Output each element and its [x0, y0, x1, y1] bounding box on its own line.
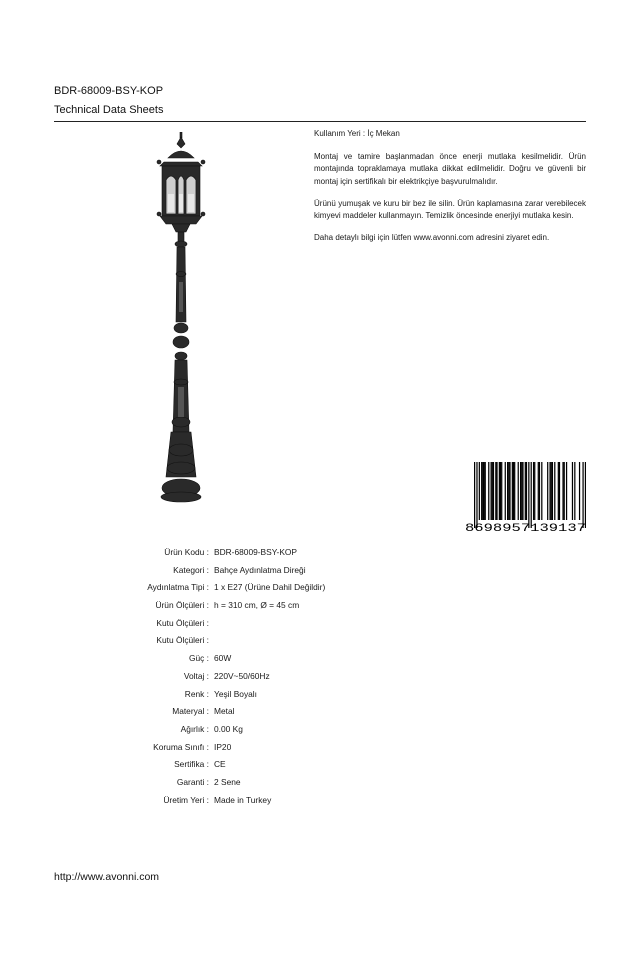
- website-url[interactable]: http://www.avonni.com: [54, 871, 160, 883]
- usage-location: Kullanım Yeri : İç Mekan: [314, 129, 400, 138]
- spec-table: [0, 544, 640, 809]
- spec-label: Kutu Ölçüleri :: [156, 635, 209, 646]
- spec-label: Kutu Ölçüleri :: [156, 617, 209, 628]
- spec-value: 0.00 Kg: [214, 723, 243, 734]
- spec-label: Ağırlık :: [180, 723, 209, 734]
- spec-row: [0, 562, 640, 580]
- barcode-bar: [558, 462, 559, 520]
- spec-value: 60W: [214, 653, 232, 664]
- barcode-bar: [539, 462, 540, 520]
- barcode-bar: [579, 462, 580, 520]
- barcode-bar: [482, 462, 483, 520]
- spec-label: Garanti :: [176, 776, 209, 787]
- cleaning-note: Ürünü yumuşak ve kuru bir bez ile silin. Ürün kaplamasına zarar verebilecek kimyevi maddeler kullanmayın. Temizlik öncesinde enerjiyi mutlaka kesin.: [314, 198, 586, 221]
- barcode-bar: [549, 462, 550, 520]
- product-code-heading: BDR-68009-BSY-KOP: [54, 85, 164, 97]
- spec-value: BDR-68009-BSY-KOP: [214, 547, 298, 557]
- spec-label: Aydınlatma Tipi :: [147, 582, 209, 593]
- barcode-bar: [509, 462, 510, 520]
- barcode-bar: [522, 462, 523, 520]
- document-header: [54, 84, 586, 122]
- document-subtitle: Technical Data Sheets: [54, 104, 164, 116]
- spec-row: [0, 544, 640, 562]
- barcode-bar: [512, 462, 513, 520]
- spec-row: [0, 703, 640, 721]
- barcode-bar: [526, 462, 527, 520]
- barcode-bar: [564, 462, 565, 520]
- barcode-bar: [538, 462, 539, 520]
- spec-value: Yeşil Boyalı: [214, 688, 257, 699]
- lamp-post-image: [150, 132, 212, 512]
- spec-label: Voltaj :: [183, 670, 209, 681]
- spec-row: [0, 597, 640, 615]
- barcode-bar: [533, 462, 534, 520]
- barcode-bar: [500, 462, 501, 520]
- barcode-bar: [476, 462, 477, 528]
- more-info-note: Daha detaylı bilgi için lütfen www.avonni.com adresini ziyaret edin.: [314, 233, 550, 243]
- spec-label: Kategori :: [173, 564, 209, 575]
- usage-notes: [314, 128, 586, 254]
- barcode-bar: [483, 462, 484, 520]
- spec-value: CE: [214, 759, 226, 770]
- spec-label: Renk :: [184, 688, 209, 699]
- barcode-bar: [496, 462, 497, 520]
- spec-row: [0, 579, 640, 597]
- spec-row: [0, 774, 640, 792]
- barcode-bar: [495, 462, 496, 520]
- barcode-bar: [551, 462, 552, 520]
- spec-row: [0, 721, 640, 739]
- barcode-bar: [552, 462, 553, 520]
- barcode-bar: [562, 462, 563, 520]
- barcode-bar: [493, 462, 494, 520]
- barcode-digits: 8698957139137: [465, 523, 586, 532]
- barcode-bar: [566, 462, 567, 520]
- spec-value: Bahçe Aydınlatma Direği: [214, 564, 306, 575]
- barcode-bar: [541, 462, 542, 520]
- barcode: [465, 462, 586, 532]
- barcode-bar: [525, 462, 526, 520]
- barcode-bar: [505, 462, 506, 520]
- barcode-bar: [554, 462, 555, 520]
- barcode-bar: [585, 462, 586, 528]
- barcode-bar: [481, 462, 482, 520]
- spec-value: Made in Turkey: [214, 794, 272, 805]
- barcode-bar: [514, 462, 515, 520]
- barcode-bar: [501, 462, 502, 520]
- barcode-bar: [572, 462, 573, 520]
- barcode-bar: [528, 462, 529, 528]
- spec-label: Ürün Ölçüleri :: [155, 600, 209, 611]
- spec-label: Sertifika :: [174, 759, 209, 770]
- spec-row: [0, 756, 640, 774]
- barcode-bar: [491, 462, 492, 520]
- barcode-bar: [574, 462, 575, 520]
- barcode-bar: [479, 462, 480, 520]
- header-divider: [54, 121, 586, 122]
- spec-value: Metal: [214, 706, 235, 717]
- barcode-bar: [492, 462, 493, 520]
- spec-value: 2 Sene: [214, 776, 241, 787]
- spec-row: [0, 615, 640, 633]
- barcode-bar: [559, 462, 560, 520]
- spec-row: [0, 650, 640, 668]
- spec-label: Materyal :: [172, 706, 209, 717]
- barcode-bar: [508, 462, 509, 520]
- spec-label: Ürün Kodu :: [164, 547, 209, 557]
- spec-label: Üretim Yeri :: [163, 794, 209, 805]
- spec-label: Güç :: [188, 653, 209, 664]
- barcode-bar: [518, 462, 519, 520]
- spec-row: [0, 668, 640, 686]
- spec-row: [0, 792, 640, 810]
- barcode-bar: [531, 462, 532, 528]
- spec-value: h = 310 cm, Ø = 45 cm: [214, 600, 300, 611]
- barcode-bar: [582, 462, 583, 528]
- spec-value: 1 x E27 (Ürüne Dahil Değildir): [214, 582, 326, 593]
- barcode-bar: [520, 462, 521, 520]
- barcode-bar: [513, 462, 514, 520]
- spec-row: [0, 632, 640, 650]
- barcode-bar: [521, 462, 522, 520]
- barcode-bar: [499, 462, 500, 520]
- barcode-bar: [507, 462, 508, 520]
- barcode-bar: [474, 462, 475, 528]
- spec-row: [0, 739, 640, 757]
- barcode-bar: [547, 462, 548, 520]
- spec-label: Koruma Sınıfı :: [153, 741, 209, 752]
- spec-value: IP20: [214, 741, 232, 752]
- spec-value: 220V~50/60Hz: [214, 670, 270, 681]
- barcode-bar: [534, 462, 535, 520]
- barcode-bar: [488, 462, 489, 520]
- safety-note: Montaj ve tamire başlanmadan önce enerji mutlaka kesilmelidir. Ürün montajında topraklamaya mutlaka dikkat edilmelidir. Doğru ve güvenli bir montaj için sertifikalı bir elektrikçiye başvurulmalıdır.: [314, 152, 586, 186]
- barcode-bar: [485, 462, 486, 520]
- spec-row: [0, 686, 640, 704]
